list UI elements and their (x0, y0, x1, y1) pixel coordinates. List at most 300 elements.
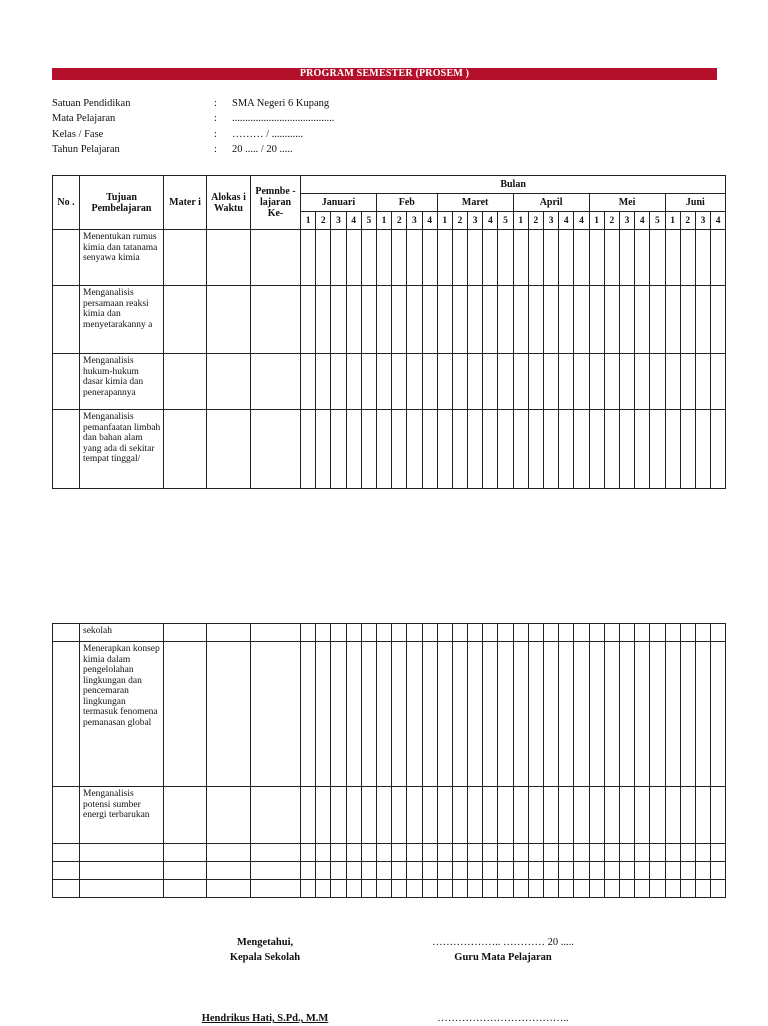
week-cell (695, 286, 710, 354)
week-number: 5 (650, 212, 665, 230)
week-cell (589, 642, 604, 787)
week-cell (665, 844, 680, 862)
week-number: 4 (711, 212, 726, 230)
week-cell (680, 354, 695, 410)
cell-materi (164, 787, 207, 844)
week-cell (361, 354, 376, 410)
week-cell (437, 410, 452, 489)
week-cell (316, 880, 331, 898)
week-cell (528, 286, 543, 354)
week-cell (361, 787, 376, 844)
week-cell (559, 230, 574, 286)
week-cell (619, 624, 634, 642)
week-cell (346, 862, 361, 880)
week-cell (589, 787, 604, 844)
cell-materi (164, 354, 207, 410)
week-cell (665, 286, 680, 354)
week-cell (468, 880, 483, 898)
cell-pembelajaran (251, 642, 301, 787)
cell-materi (164, 286, 207, 354)
cell-alokasi (207, 230, 251, 286)
cell-alokasi (207, 410, 251, 489)
table-row (53, 410, 726, 489)
header-pembelajaran: Pemnbe -lajaran Ke- (251, 176, 301, 230)
week-cell (483, 354, 498, 410)
week-cell (376, 230, 391, 286)
week-cell (619, 410, 634, 489)
cell-tujuan: Menentukan rumus kimia dan tatanama senyawa kimia (80, 230, 164, 286)
week-cell (422, 787, 437, 844)
info-colon: : (214, 128, 217, 140)
week-cell (695, 844, 710, 862)
week-cell (574, 862, 589, 880)
week-number: 5 (498, 212, 513, 230)
week-cell (361, 844, 376, 862)
week-cell (635, 624, 650, 642)
table-row (53, 354, 726, 410)
week-cell (422, 230, 437, 286)
week-cell (574, 230, 589, 286)
cell-pembelajaran (251, 787, 301, 844)
week-cell (407, 410, 422, 489)
week-cell (376, 844, 391, 862)
week-cell (695, 230, 710, 286)
month-header: April (513, 194, 589, 212)
week-cell (392, 844, 407, 862)
week-cell (589, 862, 604, 880)
prosem-table-page2 (52, 623, 726, 898)
week-cell (680, 844, 695, 862)
week-cell (695, 880, 710, 898)
cell-tujuan (80, 844, 164, 862)
week-cell (452, 642, 467, 787)
week-cell (361, 410, 376, 489)
week-cell (376, 286, 391, 354)
week-cell (635, 880, 650, 898)
cell-materi (164, 844, 207, 862)
week-cell (589, 844, 604, 862)
week-cell (513, 624, 528, 642)
cell-pembelajaran (251, 844, 301, 862)
cell-materi (164, 410, 207, 489)
week-cell (604, 787, 619, 844)
week-cell (468, 624, 483, 642)
week-number: 4 (483, 212, 498, 230)
week-cell (528, 787, 543, 844)
week-cell (528, 844, 543, 862)
week-cell (665, 230, 680, 286)
week-cell (346, 642, 361, 787)
week-cell (650, 642, 665, 787)
week-cell (635, 642, 650, 787)
week-cell (331, 844, 346, 862)
week-cell (468, 844, 483, 862)
week-cell (635, 787, 650, 844)
cell-no (53, 230, 80, 286)
cell-tujuan (80, 880, 164, 898)
week-cell (437, 286, 452, 354)
week-number: 3 (407, 212, 422, 230)
week-cell (589, 880, 604, 898)
week-cell (331, 787, 346, 844)
info-row-tahun (52, 144, 452, 159)
week-cell (483, 880, 498, 898)
cell-pembelajaran (251, 880, 301, 898)
cell-tujuan: Menerapkan konsep kimia dalam pengelolahan lingkungan dan pencemaran lingkungan termasuk fenomena pemanasan global (80, 642, 164, 787)
week-cell (376, 624, 391, 642)
signature-right-line2: Guru Mata Pelajaran (454, 952, 552, 963)
week-cell (361, 880, 376, 898)
week-cell (498, 230, 513, 286)
week-cell (574, 642, 589, 787)
week-cell (528, 642, 543, 787)
week-cell (665, 642, 680, 787)
week-cell (711, 787, 726, 844)
week-cell (544, 862, 559, 880)
week-cell (422, 844, 437, 862)
week-cell (559, 880, 574, 898)
week-cell (301, 624, 316, 642)
week-number: 4 (346, 212, 361, 230)
week-cell (665, 862, 680, 880)
week-cell (376, 862, 391, 880)
cell-pembelajaran (251, 230, 301, 286)
week-cell (544, 844, 559, 862)
week-cell (513, 844, 528, 862)
week-cell (619, 880, 634, 898)
week-cell (544, 410, 559, 489)
week-cell (665, 410, 680, 489)
week-cell (392, 880, 407, 898)
week-number: 4 (574, 212, 589, 230)
week-cell (468, 410, 483, 489)
week-cell (544, 230, 559, 286)
week-cell (619, 862, 634, 880)
header-alokasi: Alokas i Waktu (207, 176, 251, 230)
week-cell (346, 410, 361, 489)
week-cell (604, 862, 619, 880)
header-no: No . (53, 176, 80, 230)
info-row-mapel (52, 113, 452, 128)
signature-left-line1: Mengetahui, (236, 937, 294, 948)
cell-tujuan: Menganalisis potensi sumber energi terbarukan (80, 787, 164, 844)
week-cell (483, 787, 498, 844)
week-cell (604, 286, 619, 354)
week-cell (528, 862, 543, 880)
cell-alokasi (207, 624, 251, 642)
week-cell (635, 410, 650, 489)
week-cell (559, 286, 574, 354)
week-cell (711, 844, 726, 862)
week-cell (301, 410, 316, 489)
week-cell (422, 862, 437, 880)
week-cell (559, 844, 574, 862)
cell-tujuan: sekolah (80, 624, 164, 642)
cell-alokasi (207, 862, 251, 880)
week-cell (544, 880, 559, 898)
week-cell (316, 624, 331, 642)
week-cell (392, 787, 407, 844)
info-label: Tahun Pelajaran (52, 143, 120, 155)
week-cell (483, 230, 498, 286)
week-cell (574, 624, 589, 642)
week-cell (513, 642, 528, 787)
table-row (53, 844, 726, 862)
week-cell (589, 624, 604, 642)
week-cell (407, 230, 422, 286)
week-cell (316, 862, 331, 880)
week-cell (301, 880, 316, 898)
table-row (53, 286, 726, 354)
cell-alokasi (207, 880, 251, 898)
week-cell (498, 862, 513, 880)
header-bulan: Bulan (301, 176, 726, 194)
info-row-kelas (52, 129, 452, 144)
week-cell (604, 642, 619, 787)
document-title: PROGRAM SEMESTER (PROSEM ) (52, 68, 717, 80)
week-cell (695, 862, 710, 880)
teacher-name-blank: ……………………………….. (437, 1013, 569, 1024)
week-cell (376, 880, 391, 898)
cell-no (53, 410, 80, 489)
week-cell (452, 862, 467, 880)
headmaster-name: Hendrikus Hati, S.Pd., M.M (201, 1013, 329, 1024)
week-cell (346, 787, 361, 844)
week-cell (604, 354, 619, 410)
header-materi: Mater i (164, 176, 207, 230)
week-cell (574, 354, 589, 410)
cell-alokasi (207, 787, 251, 844)
week-cell (392, 286, 407, 354)
week-cell (361, 862, 376, 880)
week-cell (331, 354, 346, 410)
week-cell (574, 880, 589, 898)
week-cell (680, 230, 695, 286)
week-cell (407, 787, 422, 844)
week-cell (301, 230, 316, 286)
week-number: 5 (361, 212, 376, 230)
cell-no (53, 642, 80, 787)
week-cell (513, 410, 528, 489)
week-cell (392, 410, 407, 489)
week-cell (316, 642, 331, 787)
week-cell (528, 880, 543, 898)
week-number: 1 (513, 212, 528, 230)
week-cell (452, 880, 467, 898)
week-cell (589, 354, 604, 410)
week-cell (650, 354, 665, 410)
week-cell (589, 230, 604, 286)
week-cell (711, 862, 726, 880)
week-cell (392, 642, 407, 787)
week-cell (483, 410, 498, 489)
week-cell (635, 862, 650, 880)
cell-no (53, 286, 80, 354)
week-cell (392, 354, 407, 410)
week-number: 3 (695, 212, 710, 230)
week-cell (346, 286, 361, 354)
cell-alokasi (207, 286, 251, 354)
week-cell (635, 354, 650, 410)
cell-alokasi (207, 844, 251, 862)
week-cell (316, 354, 331, 410)
week-cell (361, 624, 376, 642)
week-cell (650, 862, 665, 880)
week-cell (711, 286, 726, 354)
week-cell (695, 787, 710, 844)
cell-materi (164, 642, 207, 787)
info-label: Satuan Pendidikan (52, 98, 131, 109)
week-cell (376, 787, 391, 844)
table-row (53, 642, 726, 787)
week-cell (437, 862, 452, 880)
week-cell (635, 230, 650, 286)
week-cell (407, 862, 422, 880)
week-cell (437, 787, 452, 844)
week-cell (498, 787, 513, 844)
week-cell (559, 410, 574, 489)
week-cell (422, 642, 437, 787)
table-row (53, 787, 726, 844)
week-number: 2 (452, 212, 467, 230)
week-cell (680, 787, 695, 844)
week-cell (316, 844, 331, 862)
week-cell (711, 230, 726, 286)
week-cell (407, 642, 422, 787)
week-cell (513, 787, 528, 844)
week-cell (376, 410, 391, 489)
week-cell (665, 354, 680, 410)
week-cell (513, 862, 528, 880)
week-cell (437, 354, 452, 410)
week-cell (468, 642, 483, 787)
week-number: 1 (665, 212, 680, 230)
cell-pembelajaran (251, 862, 301, 880)
week-cell (483, 286, 498, 354)
week-cell (422, 410, 437, 489)
week-cell (468, 230, 483, 286)
week-cell (452, 624, 467, 642)
table-row (53, 880, 726, 898)
cell-no (53, 862, 80, 880)
week-cell (650, 844, 665, 862)
week-cell (346, 844, 361, 862)
week-cell (468, 286, 483, 354)
week-cell (437, 880, 452, 898)
week-cell (407, 286, 422, 354)
prosem-table-page1 (52, 175, 726, 489)
week-cell (437, 642, 452, 787)
week-cell (695, 642, 710, 787)
info-value: 20 ..... / 20 ..... (232, 143, 293, 155)
week-cell (695, 354, 710, 410)
month-header: Feb (376, 194, 437, 212)
info-colon: : (214, 143, 217, 155)
week-cell (513, 286, 528, 354)
week-cell (422, 286, 437, 354)
week-cell (680, 410, 695, 489)
week-cell (680, 642, 695, 787)
week-cell (559, 787, 574, 844)
cell-tujuan: Menganalisis persamaan reaksi kimia dan menyetarakanny a (80, 286, 164, 354)
week-cell (407, 844, 422, 862)
week-cell (331, 286, 346, 354)
week-cell (635, 286, 650, 354)
week-cell (498, 844, 513, 862)
signature-right-date: ……………….. ………… 20 ..... (432, 937, 574, 948)
cell-no (53, 787, 80, 844)
week-cell (407, 624, 422, 642)
week-cell (331, 880, 346, 898)
info-value: ....................................... (232, 113, 335, 125)
week-number: 2 (528, 212, 543, 230)
week-cell (680, 624, 695, 642)
week-number: 3 (619, 212, 634, 230)
week-cell (619, 286, 634, 354)
week-cell (468, 354, 483, 410)
week-cell (316, 787, 331, 844)
week-cell (468, 787, 483, 844)
week-cell (711, 880, 726, 898)
week-cell (574, 286, 589, 354)
cell-alokasi (207, 354, 251, 410)
week-cell (680, 862, 695, 880)
info-value: SMA Negeri 6 Kupang (232, 98, 330, 109)
week-cell (392, 862, 407, 880)
week-cell (650, 880, 665, 898)
week-cell (346, 624, 361, 642)
week-cell (665, 787, 680, 844)
week-cell (498, 286, 513, 354)
week-cell (301, 286, 316, 354)
week-cell (331, 642, 346, 787)
week-cell (544, 286, 559, 354)
week-cell (650, 624, 665, 642)
week-cell (559, 642, 574, 787)
week-cell (316, 230, 331, 286)
info-row-satuan (52, 98, 452, 113)
cell-no (53, 880, 80, 898)
week-cell (559, 862, 574, 880)
week-cell (331, 410, 346, 489)
week-cell (392, 230, 407, 286)
table-row (53, 230, 726, 286)
week-number: 2 (680, 212, 695, 230)
cell-tujuan: Menganalisis hukum-hukum dasar kimia dan penerapannya (80, 354, 164, 410)
week-cell (711, 410, 726, 489)
week-cell (331, 230, 346, 286)
info-label: Kelas / Fase (52, 128, 104, 140)
week-cell (483, 862, 498, 880)
info-colon: : (214, 113, 217, 125)
cell-pembelajaran (251, 354, 301, 410)
signature-left-line2: Kepala Sekolah (229, 952, 301, 963)
info-colon: : (214, 98, 217, 109)
week-cell (316, 286, 331, 354)
week-cell (574, 844, 589, 862)
week-cell (452, 410, 467, 489)
month-header: Juni (665, 194, 726, 212)
week-cell (589, 286, 604, 354)
week-number: 2 (392, 212, 407, 230)
month-header: Maret (437, 194, 513, 212)
week-cell (437, 230, 452, 286)
week-cell (528, 624, 543, 642)
week-cell (468, 862, 483, 880)
week-cell (498, 642, 513, 787)
week-cell (498, 880, 513, 898)
table-row (53, 862, 726, 880)
